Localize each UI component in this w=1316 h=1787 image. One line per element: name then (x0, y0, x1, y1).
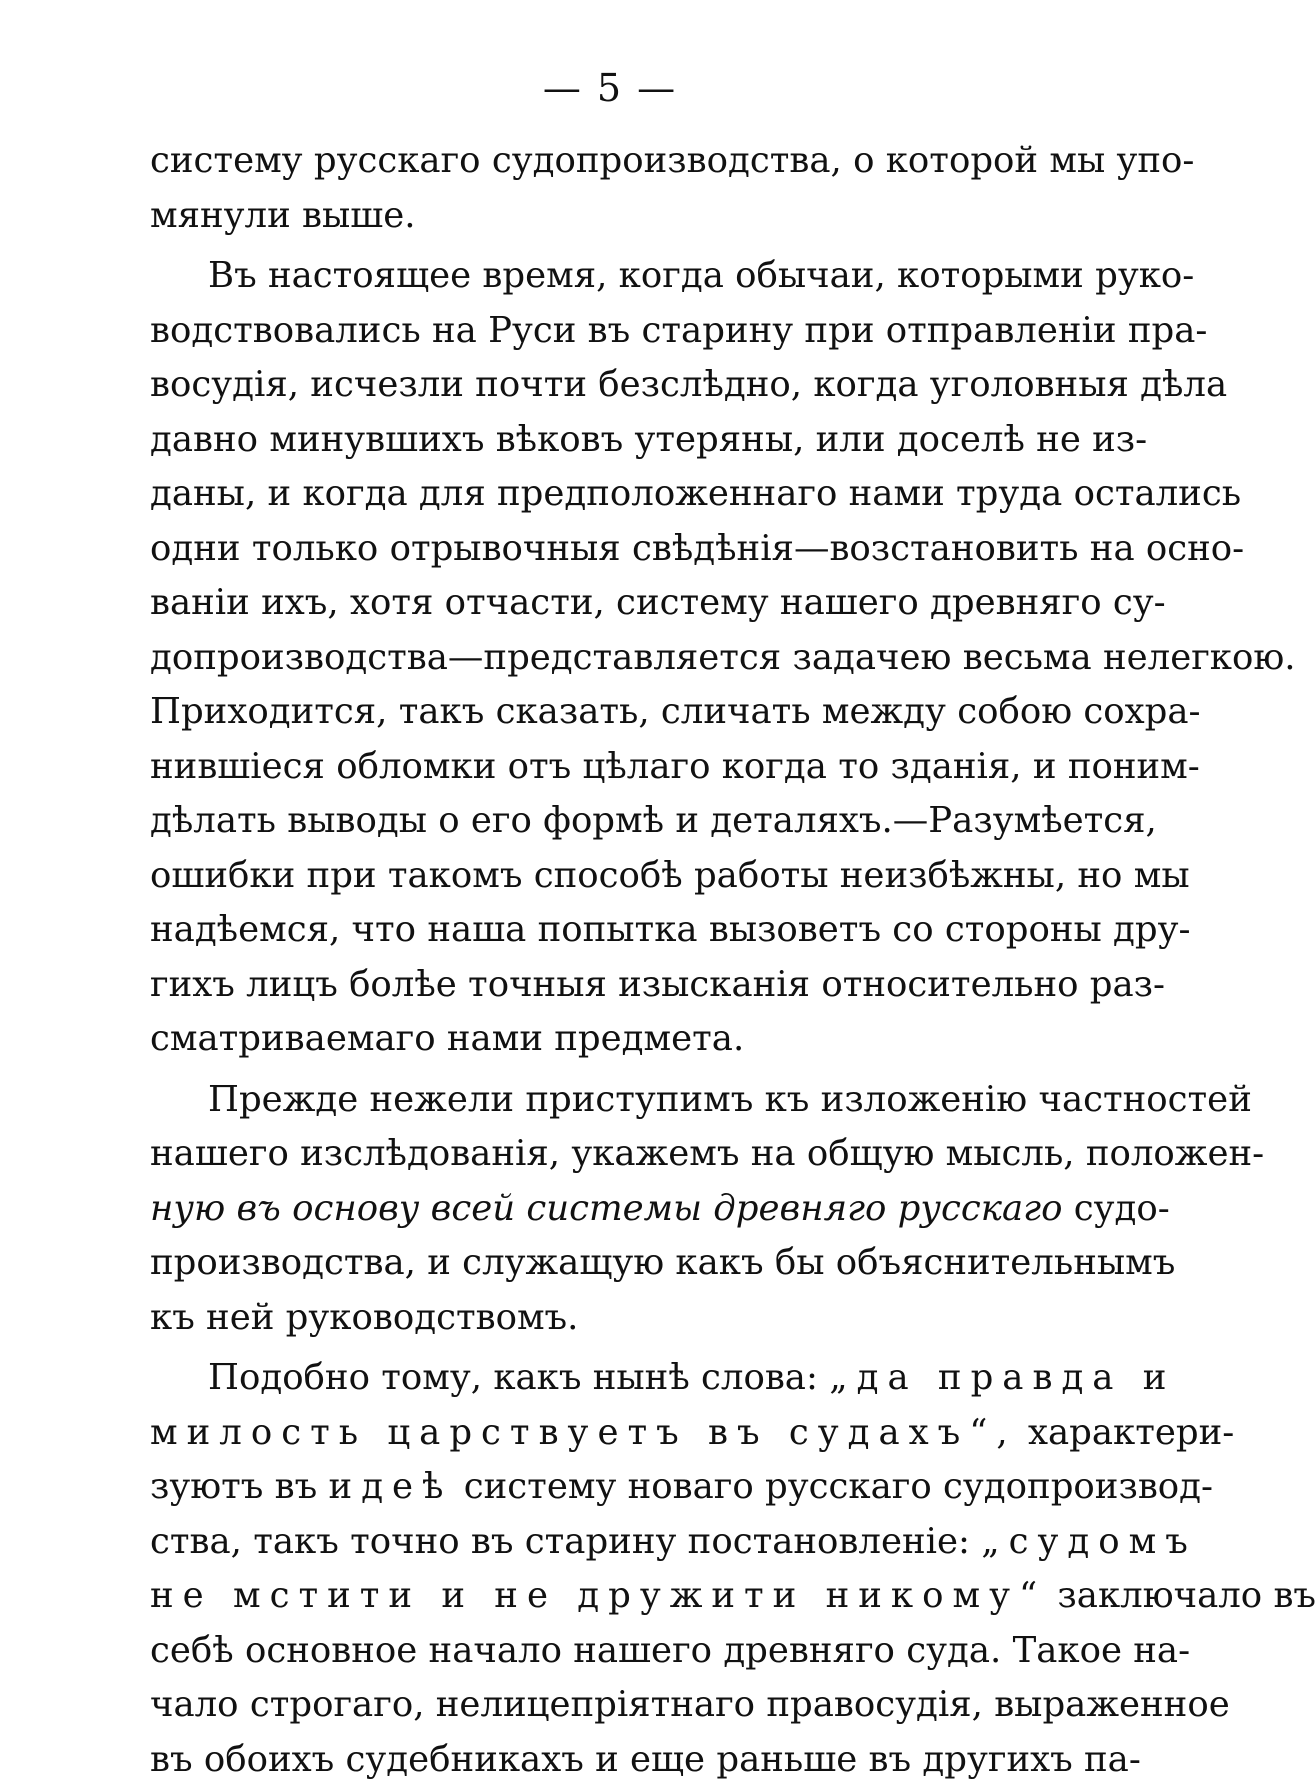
text-line (150, 304, 1110, 359)
text-line (150, 1406, 1110, 1461)
text-line (150, 134, 1110, 189)
text-segment: систему русскаго судопроизводства, о которой мы упо- (150, 140, 1194, 181)
paragraph (150, 1073, 1110, 1346)
text-segment: чало строгаго, нелицепріятнаго правосудія, выраженное (150, 1684, 1230, 1725)
spaced-emphasis-text: милость царствуетъ въ судахъ“, (150, 1412, 1017, 1453)
text-segment: характери- (1017, 1412, 1235, 1453)
book-page (150, 58, 1110, 1787)
text-line (150, 1569, 1110, 1624)
text-line (150, 413, 1110, 468)
text-segment: нившіеся обломки отъ цѣлаго когда то зданія, и поним- (150, 746, 1200, 787)
text-line (150, 1012, 1110, 1067)
paragraph (150, 134, 1110, 243)
text-line (150, 740, 1110, 795)
text-line (150, 1351, 1110, 1406)
text-line (150, 958, 1110, 1013)
text-line (150, 1515, 1110, 1570)
text-line (150, 685, 1110, 740)
text-line (150, 1236, 1110, 1291)
text-segment: гихъ лицъ болѣе точныя изысканія относительно раз- (150, 964, 1165, 1005)
text-line (150, 1127, 1110, 1182)
text-line (150, 189, 1110, 244)
text-segment: нашего изслѣдованія, укажемъ на общую мысль, положен- (150, 1133, 1264, 1174)
text-segment: давно минувшихъ вѣковъ утеряны, или доселѣ не из- (150, 419, 1147, 460)
spaced-emphasis-text: идеѣ (329, 1466, 453, 1507)
text-segment: сматриваемаго нами предмета. (150, 1018, 744, 1059)
body-text (150, 134, 1110, 1787)
text-segment: зуютъ въ (150, 1466, 329, 1507)
spaced-emphasis-text: „судомъ (981, 1521, 1197, 1562)
text-segment: ошибки при такомъ способѣ работы неизбѣжны, но мы (150, 855, 1190, 896)
paragraph (150, 1351, 1110, 1787)
text-line (150, 1624, 1110, 1679)
text-line (150, 794, 1110, 849)
paragraph (150, 249, 1110, 1067)
text-segment: судо- (1062, 1188, 1169, 1229)
text-segment: допроизводства—представляется задачею весьма нелегкою. (150, 637, 1296, 678)
text-segment: восудія, исчезли почти безслѣдно, когда уголовныя дѣла (150, 364, 1227, 405)
text-line (150, 467, 1110, 522)
text-segment: Въ настоящее время, когда обычаи, которыми руко- (208, 255, 1194, 296)
text-line (150, 631, 1110, 686)
text-segment: къ ней руководствомъ. (150, 1297, 578, 1338)
text-segment: ваніи ихъ, хотя отчасти, систему нашего древняго су- (150, 582, 1166, 623)
text-line (150, 1460, 1110, 1515)
text-line (150, 249, 1110, 304)
italic-emphasis-text: ную въ основу всей системы древняго русскаго (150, 1188, 1062, 1229)
text-segment: Приходится, такъ сказать, сличать между собою сохра- (150, 691, 1201, 732)
text-segment: водствовались на Руси въ старину при отправленіи пра- (150, 310, 1207, 351)
text-segment: мянули выше. (150, 195, 416, 236)
text-line (150, 1073, 1110, 1128)
page-number: — 5 — (110, 58, 1110, 118)
text-line (150, 903, 1110, 958)
text-line (150, 1733, 1110, 1787)
text-line (150, 522, 1110, 577)
text-segment: одни только отрывочныя свѣдѣнія—возстановить на осно- (150, 528, 1244, 569)
text-segment: въ обоихъ судебникахъ и еще раньше въ другихъ па- (150, 1739, 1141, 1780)
text-segment: Подобно тому, какъ нынѣ слова: (208, 1357, 829, 1398)
text-segment: надѣемся, что наша попытка вызоветъ со стороны дру- (150, 909, 1191, 950)
text-segment: заключало въ (1046, 1575, 1316, 1616)
text-line (150, 1678, 1110, 1733)
text-segment: даны, и когда для предположеннаго нами труда остались (150, 473, 1241, 514)
text-line (150, 849, 1110, 904)
text-segment: систему новаго русскаго судопроизвод- (452, 1466, 1213, 1507)
text-line (150, 358, 1110, 413)
text-segment: Прежде нежели приступимъ къ изложенію частностей (208, 1079, 1252, 1120)
text-line (150, 1291, 1110, 1346)
text-segment: ства, такъ точно въ старину постановленіе: (150, 1521, 981, 1562)
text-segment: себѣ основное начало нашего древняго суда. Такое на- (150, 1630, 1190, 1671)
spaced-emphasis-text: „да правда и (829, 1357, 1175, 1398)
text-segment: дѣлать выводы о его формѣ и деталяхъ.—Разумѣется, (150, 800, 1157, 841)
spaced-emphasis-text: не мстити и не дружити никому“ (150, 1575, 1046, 1616)
text-line (150, 576, 1110, 631)
text-segment: производства, и служащую какъ бы объяснительнымъ (150, 1242, 1175, 1283)
text-line (150, 1182, 1110, 1237)
